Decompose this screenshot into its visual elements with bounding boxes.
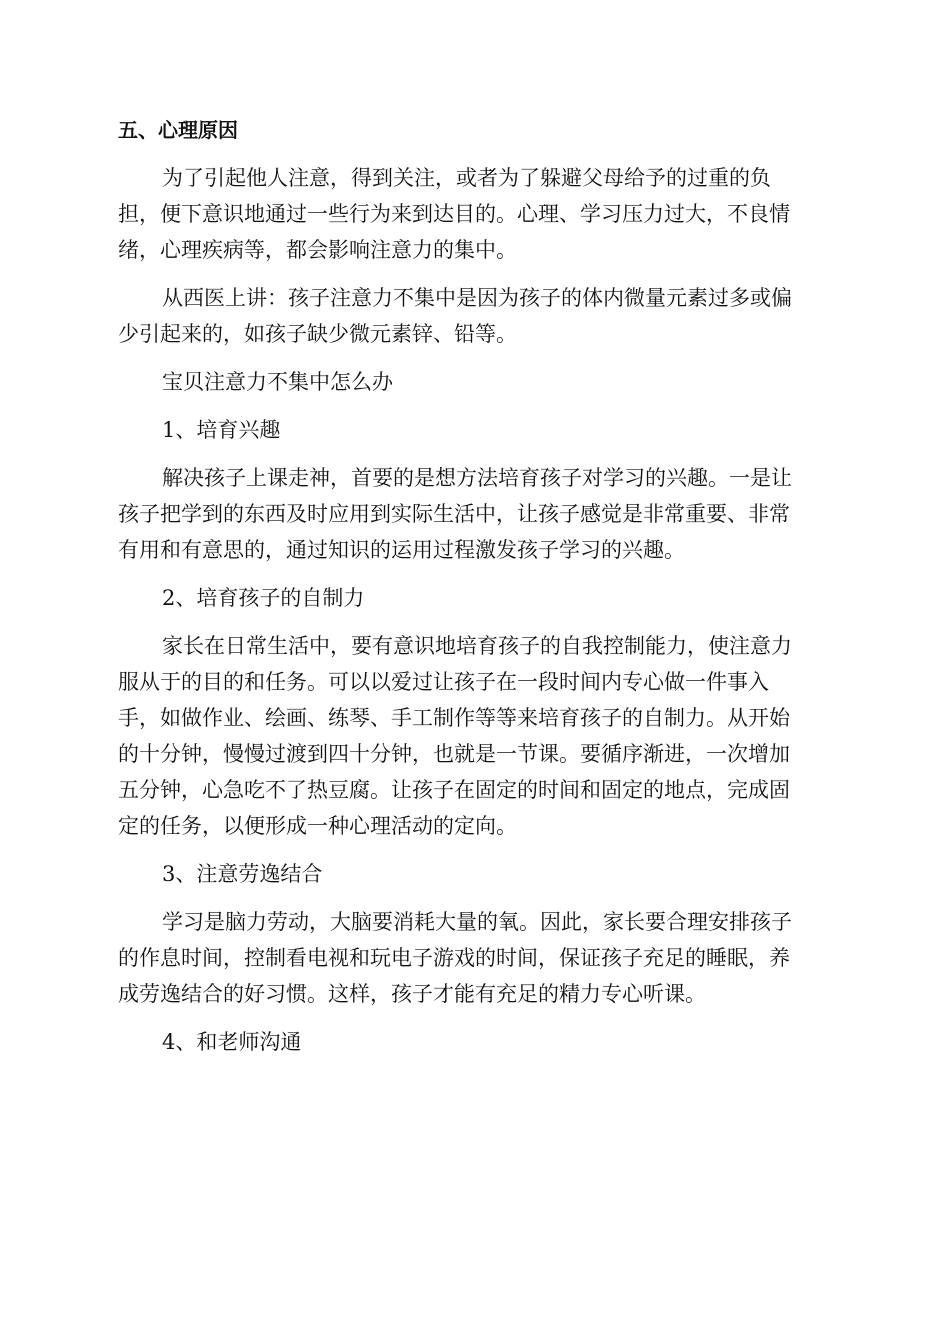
paragraph-line: 定的任务，以便形成一种心理活动的定向。	[118, 814, 517, 838]
paragraph-line: 的十分钟，慢慢过渡到四十分钟，也就是一节课。要循序渐进，一次增加	[118, 742, 790, 766]
paragraph-line: 服从于的目的和任务。可以以爱过让孩子在一段时间内专心做一件事入	[118, 670, 769, 694]
item-heading-2: 2、培育孩子的自制力	[162, 586, 365, 610]
paragraph-line: 为了引起他人注意，得到关注，或者为了躲避父母给予的过重的负	[162, 166, 771, 190]
item-heading-1: 1、培育兴趣	[162, 418, 281, 442]
paragraph-line: 担，便下意识地通过一些行为来到达目的。心理、学习压力过大，不良情	[118, 202, 790, 226]
item-heading-3: 3、注意劳逸结合	[162, 862, 323, 886]
paragraph-work-rest	[118, 904, 832, 1012]
paragraph-line: 学习是脑力劳动，大脑要消耗大量的氧。因此，家长要合理安排孩子	[162, 910, 792, 934]
paragraph-western-medicine	[118, 280, 832, 352]
item-heading-4: 4、和老师沟通	[162, 1030, 302, 1054]
paragraph-line: 手，如做作业、绘画、练琴、手工制作等等来培育孩子的自制力。从开始	[118, 706, 790, 730]
paragraph-line: 五分钟，心急吃不了热豆腐。让孩子在固定的时间和固定的地点，完成固	[118, 778, 790, 802]
paragraph-line: 绪，心理疾病等，都会影响注意力的集中。	[118, 238, 517, 262]
paragraph-line: 解决孩子上课走神，首要的是想方法培育孩子对学习的兴趣。一是让	[162, 466, 792, 490]
paragraph-interest	[118, 460, 832, 568]
paragraph-line: 成劳逸结合的好习惯。这样，孩子才能有充足的精力专心听课。	[118, 982, 706, 1006]
paragraph-psychological-cause	[118, 160, 832, 268]
paragraph-line: 的作息时间，控制看电视和玩电子游戏的时间，保证孩子充足的睡眠，养	[118, 946, 790, 970]
paragraph-line: 孩子把学到的东西及时应用到实际生活中，让孩子感觉是非常重要、非常	[118, 502, 790, 526]
paragraph-self-control	[118, 628, 832, 844]
section-heading: 五、心理原因	[118, 118, 238, 142]
paragraph-line: 有用和有意思的，通过知识的运用过程激发孩子学习的兴趣。	[118, 538, 685, 562]
subtitle-what-to-do: 宝贝注意力不集中怎么办	[162, 370, 393, 394]
paragraph-line: 从西医上讲：孩子注意力不集中是因为孩子的体内微量元素过多或偏	[162, 286, 792, 310]
paragraph-line: 少引起来的，如孩子缺少微元素锌、铅等。	[118, 322, 517, 346]
paragraph-line: 家长在日常生活中，要有意识地培育孩子的自我控制能力，使注意力	[162, 634, 792, 658]
